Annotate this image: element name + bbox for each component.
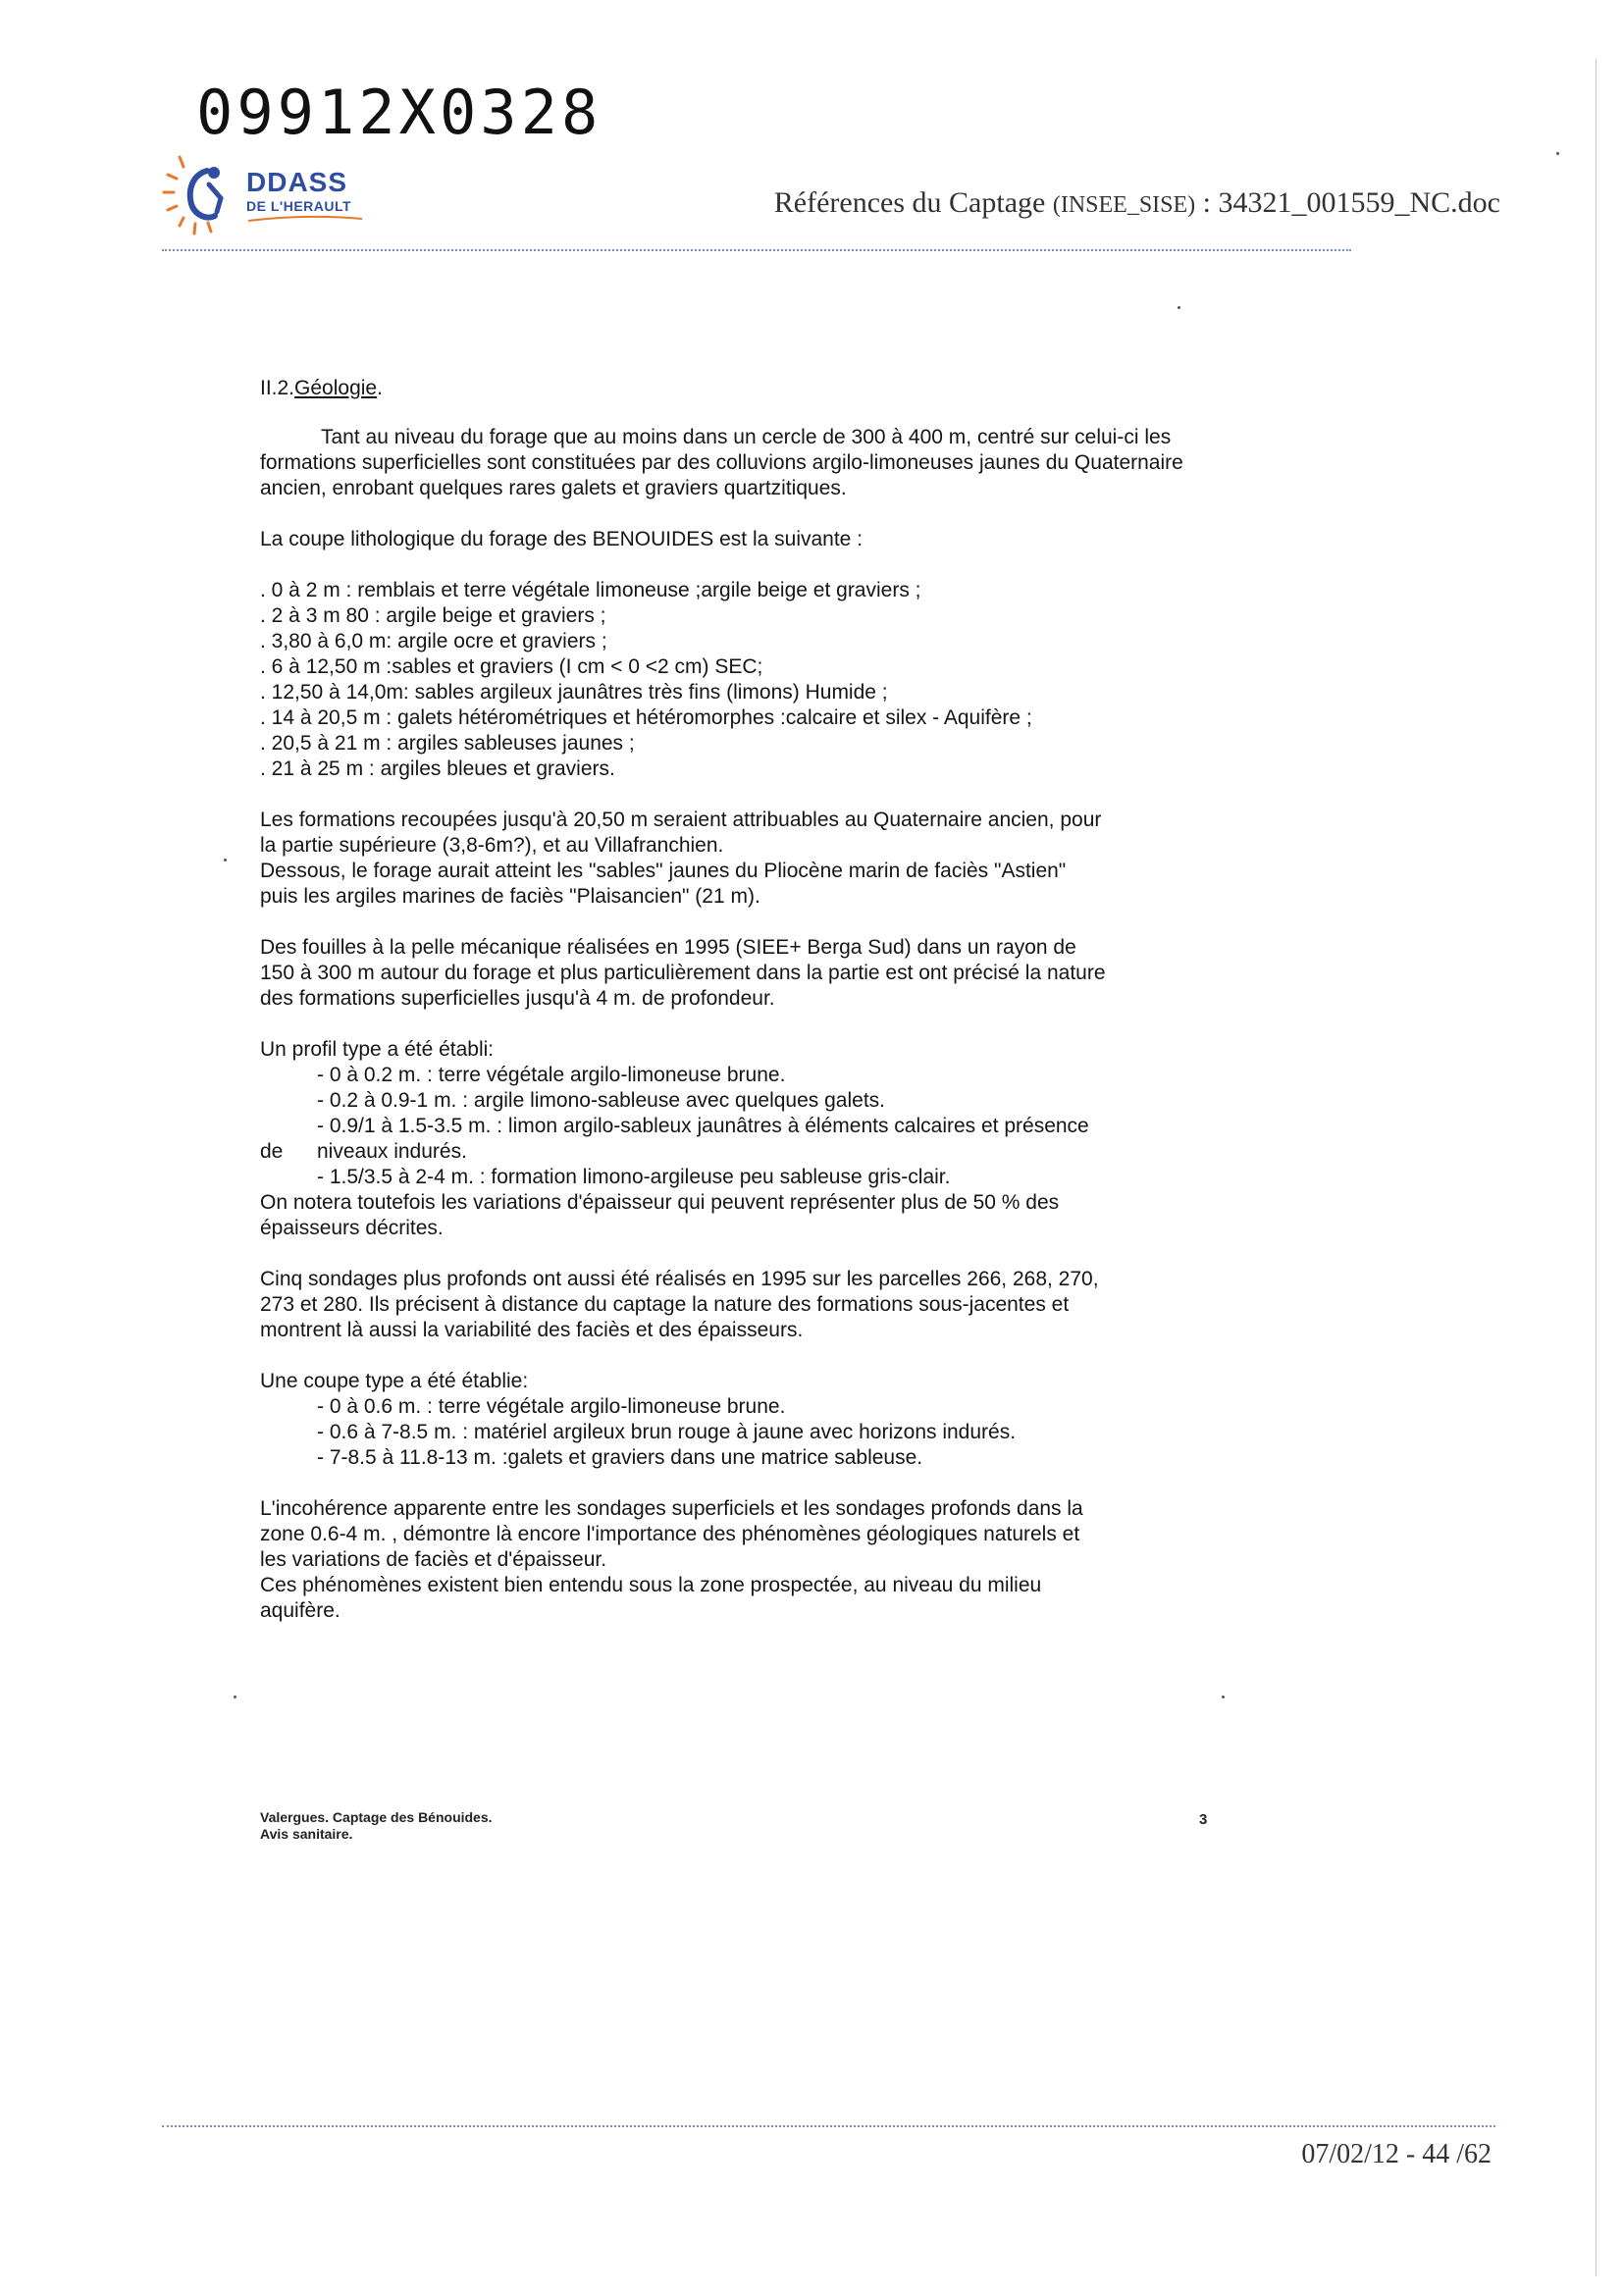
scan-speck — [1556, 152, 1559, 155]
formations-paragraph — [260, 808, 1241, 910]
section-title: Géologie — [294, 377, 378, 399]
list-item: . 6 à 12,50 m :sables et graviers (I cm < 0 <2 cm) SEC; — [260, 655, 763, 678]
footer-document-name — [260, 1809, 493, 1843]
text-line: Cinq sondages plus profonds ont aussi été réalisés en 1995 sur les parcelles 266, 268, 270, — [260, 1268, 1099, 1290]
text-line: aquifère. — [260, 1599, 340, 1622]
sun-figure-icon — [160, 147, 248, 240]
footer-divider — [162, 2125, 1495, 2127]
scan-speck — [224, 859, 227, 861]
logo-line-2: DE L'HERAULT — [246, 198, 352, 214]
logo-line-1: DDASS — [246, 167, 348, 197]
ref-prefix: Références du Captage — [773, 186, 1053, 219]
footer-line-1: Valergues. Captage des Bénouides. — [260, 1809, 493, 1825]
text-line: 273 et 280. Ils précisent à distance du captage la nature des formations sous-jacentes et — [260, 1293, 1070, 1316]
section-number: II.2. — [260, 377, 295, 399]
document-code: 09912X0328 — [196, 77, 602, 148]
section-period: . — [377, 377, 383, 399]
list-item: - 0 à 0.2 m. : terre végétale argilo-limoneuse brune. — [317, 1064, 786, 1086]
list-item: . 2 à 3 m 80 : argile beige et graviers ; — [260, 604, 606, 627]
list-item: - 0 à 0.6 m. : terre végétale argilo-limoneuse brune. — [317, 1395, 786, 1418]
text-line: épaisseurs décrites. — [260, 1217, 444, 1239]
list-item: . 0 à 2 m : remblais et terre végétale limoneuse ;argile beige et graviers ; — [260, 579, 921, 601]
list-item: . 14 à 20,5 m : galets hétérométriques et hétéromorphes :calcaire et silex - Aquifère ; — [260, 706, 1032, 729]
footer-line-2: Avis sanitaire. — [260, 1826, 353, 1842]
page-number: 3 — [1199, 1811, 1208, 1828]
text-line: zone 0.6-4 m. , démontre là encore l'importance des phénomènes géologiques naturels et — [260, 1523, 1080, 1545]
scan-edge-line — [1596, 59, 1597, 2276]
coupe-type-intro: Une coupe type a été établie: — [260, 1370, 529, 1392]
continuation-prefix: de — [260, 1140, 284, 1163]
list-item: . 12,50 à 14,0m: sables argileux jaunâtres très fins (limons) Humide ; — [260, 681, 888, 704]
header-divider — [162, 249, 1351, 251]
ref-suffix: : 34321_001559_NC.doc — [1195, 186, 1500, 219]
scan-speck — [1178, 306, 1180, 309]
list-item: - 0.9/1 à 1.5-3.5 m. : limon argilo-sableux jaunâtres à éléments calcaires et présence — [317, 1115, 1089, 1137]
text-line: 150 à 300 m autour du forage et plus particulièrement dans la partie est ont précisé la nature — [260, 962, 1106, 984]
list-item: - 1.5/3.5 à 2-4 m. : formation limono-argileuse peu sableuse gris-clair. — [317, 1166, 951, 1188]
fouilles-paragraph — [260, 935, 1241, 1012]
text-line: L'incohérence apparente entre les sondages superficiels et les sondages profonds dans la — [260, 1497, 1083, 1520]
coupe-list — [260, 578, 1241, 782]
text-line: puis les argiles marines de faciès "Plaisancien" (21 m). — [260, 885, 760, 908]
text-line: les variations de faciès et d'épaisseur. — [260, 1548, 607, 1571]
list-item: . 21 à 25 m : argiles bleues et graviers. — [260, 757, 615, 780]
coupe-type-list — [260, 1394, 1241, 1471]
list-item-continuation — [260, 1139, 1241, 1165]
logo-text — [246, 169, 364, 223]
text-line: montrent là aussi la variabilité des faciès et des épaisseurs. — [260, 1319, 804, 1341]
text-line: Ces phénomènes existent bien entendu sous la zone prospectée, au niveau du milieu — [260, 1574, 1042, 1596]
text-line: la partie supérieure (3,8-6m?), et au Villafranchien. — [260, 834, 724, 857]
text-line: des formations superficielles jusqu'à 4 m. de profondeur. — [260, 987, 775, 1010]
continuation-text: niveaux indurés. — [317, 1140, 467, 1163]
footer-date-pagination: 07/02/12 - 44 /62 — [1301, 2139, 1492, 2169]
section-heading — [260, 376, 1241, 401]
text-line: On notera toutefois les variations d'épaisseur qui peuvent représenter plus de 50 % des — [260, 1191, 1060, 1214]
sondages-paragraph — [260, 1267, 1241, 1343]
text-line: Les formations recoupées jusqu'à 20,50 m seraient attribuables au Quaternaire ancien, pour — [260, 809, 1102, 831]
profil-intro: Un profil type a été établi: — [260, 1038, 495, 1061]
list-item: . 20,5 à 21 m : argiles sableuses jaunes ; — [260, 732, 635, 755]
intro-paragraph: Tant au niveau du forage que au moins dans un cercle de 300 à 400 m, centré sur celui-ci les formations superficielles sont constituées par des colluvions argilo-limoneuses jaunes du Quaternaire ancien, enrobant quelques rares galets et graviers quartzitiques. — [260, 426, 1183, 499]
coupe-intro: La coupe lithologique du forage des BENOUIDES est la suivante : — [260, 528, 864, 550]
list-item: - 0.6 à 7-8.5 m. : matériel argileux brun rouge à jaune avec horizons indurés. — [317, 1421, 1017, 1443]
scan-speck — [234, 1696, 236, 1698]
ref-insee: (INSEE_SISE) — [1052, 192, 1196, 218]
text-line: Dessous, le forage aurait atteint les "sables" jaunes du Pliocène marin de faciès "Astien" — [260, 860, 1067, 882]
scan-speck — [1222, 1696, 1225, 1698]
profil-note — [260, 1190, 1241, 1241]
profil-list — [260, 1063, 1241, 1190]
logo-swoosh-icon — [246, 215, 364, 223]
list-item: - 7-8.5 à 11.8-13 m. :galets et graviers dans une matrice sableuse. — [317, 1446, 923, 1469]
list-item: . 3,80 à 6,0 m: argile ocre et graviers ; — [260, 630, 607, 652]
ddass-logo — [160, 147, 376, 240]
document-body — [260, 376, 1241, 1624]
header-reference — [774, 186, 1500, 220]
list-item: - 0.2 à 0.9-1 m. : argile limono-sableuse avec quelques galets. — [317, 1089, 885, 1112]
text-line: Des fouilles à la pelle mécanique réalisées en 1995 (SIEE+ Berga Sud) dans un rayon de — [260, 936, 1076, 959]
conclusion-paragraph — [260, 1496, 1241, 1624]
